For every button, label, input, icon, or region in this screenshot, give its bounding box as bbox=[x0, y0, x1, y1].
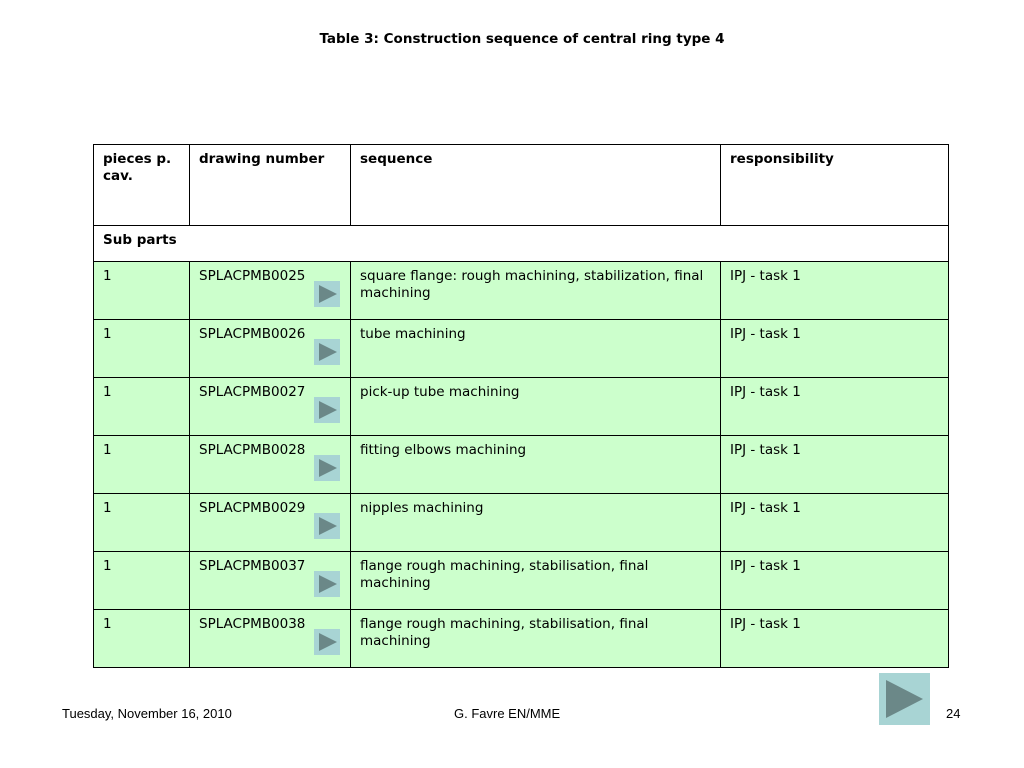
cell-drawing-number bbox=[190, 378, 351, 436]
header-drawing-number: drawing number bbox=[190, 145, 351, 226]
cell-responsibility-text: IPJ - task 1 bbox=[730, 558, 801, 574]
cell-sequence-text: fitting elbows machining bbox=[360, 442, 527, 458]
cell-sequence-text: nipples machining bbox=[360, 500, 484, 516]
table-row bbox=[94, 494, 949, 552]
cell-drawing-number bbox=[190, 320, 351, 378]
cell-sequence-text: pick-up tube machining bbox=[360, 384, 520, 400]
construction-sequence-table bbox=[93, 144, 949, 668]
cell-drawing-number-text: SPLACPMB0026 bbox=[199, 326, 306, 342]
cell-pieces-text: 1 bbox=[103, 442, 112, 458]
table-row bbox=[94, 320, 949, 378]
cell-drawing-number-text: SPLACPMB0038 bbox=[199, 616, 306, 632]
cell-pieces bbox=[94, 494, 190, 552]
cell-sequence-text: tube machining bbox=[360, 326, 466, 342]
open-drawing-button[interactable] bbox=[314, 455, 340, 481]
open-drawing-button[interactable] bbox=[314, 629, 340, 655]
cell-responsibility bbox=[721, 552, 949, 610]
cell-pieces-text: 1 bbox=[103, 500, 112, 516]
cell-responsibility bbox=[721, 436, 949, 494]
play-arrow-icon bbox=[314, 571, 340, 597]
play-arrow-icon bbox=[314, 281, 340, 307]
cell-drawing-number bbox=[190, 494, 351, 552]
open-drawing-button[interactable] bbox=[314, 397, 340, 423]
cell-responsibility-text: IPJ - task 1 bbox=[730, 384, 801, 400]
cell-pieces-text: 1 bbox=[103, 384, 112, 400]
cell-drawing-number-text: SPLACPMB0028 bbox=[199, 442, 306, 458]
cell-sequence-text: flange rough machining, stabilisation, final machining bbox=[360, 616, 649, 649]
cell-drawing-number bbox=[190, 610, 351, 668]
header-responsibility: responsibility bbox=[721, 145, 949, 226]
cell-sequence bbox=[351, 378, 721, 436]
header-sequence: sequence bbox=[351, 145, 721, 226]
cell-sequence-text: flange rough machining, stabilisation, final machining bbox=[360, 558, 649, 591]
open-drawing-button[interactable] bbox=[314, 513, 340, 539]
footer-page-number: 24 bbox=[946, 706, 961, 721]
cell-responsibility-text: IPJ - task 1 bbox=[730, 442, 801, 458]
open-drawing-button[interactable] bbox=[314, 339, 340, 365]
cell-pieces bbox=[94, 262, 190, 320]
footer-date: Tuesday, November 16, 2010 bbox=[62, 706, 232, 721]
footer-author: G. Favre EN/MME bbox=[454, 706, 561, 721]
open-drawing-button[interactable] bbox=[314, 571, 340, 597]
cell-drawing-number-text: SPLACPMB0029 bbox=[199, 500, 306, 516]
open-drawing-button[interactable] bbox=[314, 281, 340, 307]
cell-drawing-number-text: SPLACPMB0037 bbox=[199, 558, 306, 574]
cell-responsibility bbox=[721, 262, 949, 320]
cell-pieces-text: 1 bbox=[103, 558, 112, 574]
cell-sequence bbox=[351, 552, 721, 610]
cell-responsibility-text: IPJ - task 1 bbox=[730, 268, 801, 284]
cell-pieces bbox=[94, 378, 190, 436]
cell-responsibility-text: IPJ - task 1 bbox=[730, 326, 801, 342]
play-arrow-icon bbox=[314, 397, 340, 423]
cell-drawing-number bbox=[190, 552, 351, 610]
cell-drawing-number bbox=[190, 436, 351, 494]
cell-responsibility-text: IPJ - task 1 bbox=[730, 616, 801, 632]
cell-sequence-text: square flange: rough machining, stabilization, final machining bbox=[360, 268, 704, 301]
table-row bbox=[94, 610, 949, 668]
cell-sequence bbox=[351, 320, 721, 378]
cell-responsibility bbox=[721, 610, 949, 668]
cell-sequence bbox=[351, 494, 721, 552]
table-row bbox=[94, 436, 949, 494]
cell-responsibility-text: IPJ - task 1 bbox=[730, 500, 801, 516]
cell-drawing-number-text: SPLACPMB0027 bbox=[199, 384, 306, 400]
cell-pieces bbox=[94, 552, 190, 610]
cell-pieces-text: 1 bbox=[103, 268, 112, 284]
page-title: Table 3: Construction sequence of central ring type 4 bbox=[319, 31, 725, 47]
table-row bbox=[94, 262, 949, 320]
cell-pieces bbox=[94, 320, 190, 378]
cell-pieces-text: 1 bbox=[103, 616, 112, 632]
cell-sequence bbox=[351, 610, 721, 668]
cell-sequence bbox=[351, 436, 721, 494]
cell-responsibility bbox=[721, 320, 949, 378]
play-arrow-icon bbox=[314, 339, 340, 365]
play-arrow-icon bbox=[314, 629, 340, 655]
table-row bbox=[94, 552, 949, 610]
next-slide-button[interactable] bbox=[879, 673, 930, 725]
header-pieces: pieces p. cav. bbox=[94, 145, 190, 226]
play-arrow-icon bbox=[314, 513, 340, 539]
cell-pieces-text: 1 bbox=[103, 326, 112, 342]
cell-drawing-number bbox=[190, 262, 351, 320]
cell-responsibility bbox=[721, 378, 949, 436]
cell-responsibility bbox=[721, 494, 949, 552]
cell-pieces bbox=[94, 436, 190, 494]
cell-sequence bbox=[351, 262, 721, 320]
cell-pieces bbox=[94, 610, 190, 668]
cell-drawing-number-text: SPLACPMB0025 bbox=[199, 268, 306, 284]
table-row bbox=[94, 378, 949, 436]
next-slide-arrow-icon bbox=[879, 673, 930, 725]
section-header-sub-parts: Sub parts bbox=[94, 226, 949, 262]
play-arrow-icon bbox=[314, 455, 340, 481]
